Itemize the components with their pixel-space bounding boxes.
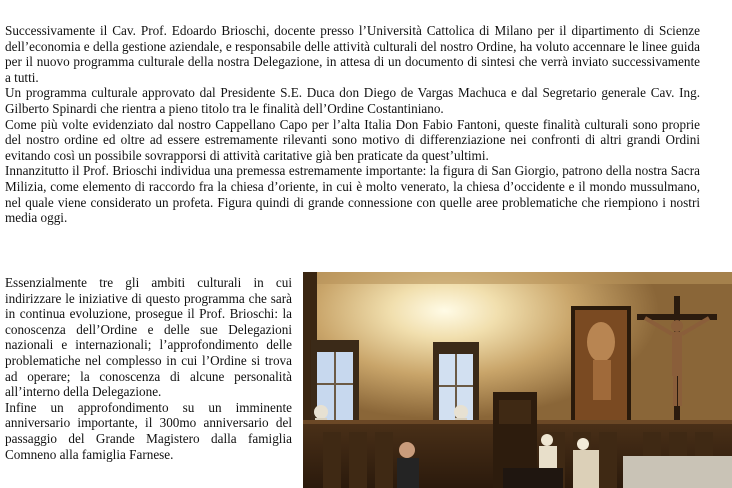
paragraph: Un programma culturale approvato dal Presidente S.E. Duca don Diego de Vargas Machuca e dal Segretario generale Cav. Ing. Gilberto Spinardi che rientra a pieno titolo tra le finalità dell’Ordine Costantiniano.: [5, 85, 700, 116]
intro-text-block: [5, 23, 700, 226]
paragraph: Come più volte evidenziato dal nostro Cappellano Capo per l’alta Italia Don Fabio Fantoni, queste finalità culturali sono proprie del nostro ordine ed oltre ad essere estremamente rilevanti sono motivo di differenziazione nei confronti di altri grandi Ordini evitando così un possibile sovrapporsi di attività caritative già ben praticate da quest’ultimi.: [5, 116, 700, 163]
left-column-text: [5, 275, 292, 462]
meeting-photo: [303, 272, 732, 488]
paragraph: Successivamente il Cav. Prof. Edoardo Brioschi, docente presso l’Università Cattolica di Milano per il dipartimento di Scienze dell’economia e della gestione aziendale, e responsabile delle attività culturali del nostro Ordine, ha voluto accennare le linee guida per il nuovo programma culturale della nostra Delegazione, in attesa di un documento di sintesi che verrà inviato successivamente a tutti.: [5, 23, 700, 85]
paragraph: Essenzialmente tre gli ambiti culturali in cui indirizzare le iniziative di questo programma che sarà in continua evoluzione, prosegue il Prof. Brioschi: la conoscenza dell’Ordine e delle sue Delegazioni nazionali e internazionali; l’approfondimento delle problematiche nel complesso in cui l’Ordine si trova ad operare; la conoscenza di alcune personalità all’interno della Delegazione.: [5, 275, 292, 400]
paragraph: Innanzitutto il Prof. Brioschi individua una premessa estremamente importante: la figura di San Giorgio, patrono della nostra Sacra Milizia, come elemento di raccordo fra la chiesa d’oriente, in cui è molto venerato, la chiesa d’occidente e il mondo mussulmano, nel quale viene considerato un profeta. Figura quindi di grande connessione con quelle aree problematiche che riempiono i nostri media oggi.: [5, 163, 700, 226]
paragraph: Infine un approfondimento su un imminente anniversario importante, il 300mo anniversario del passaggio del Grande Magistero dalla famiglia Comneno alla famiglia Farnese.: [5, 399, 292, 462]
